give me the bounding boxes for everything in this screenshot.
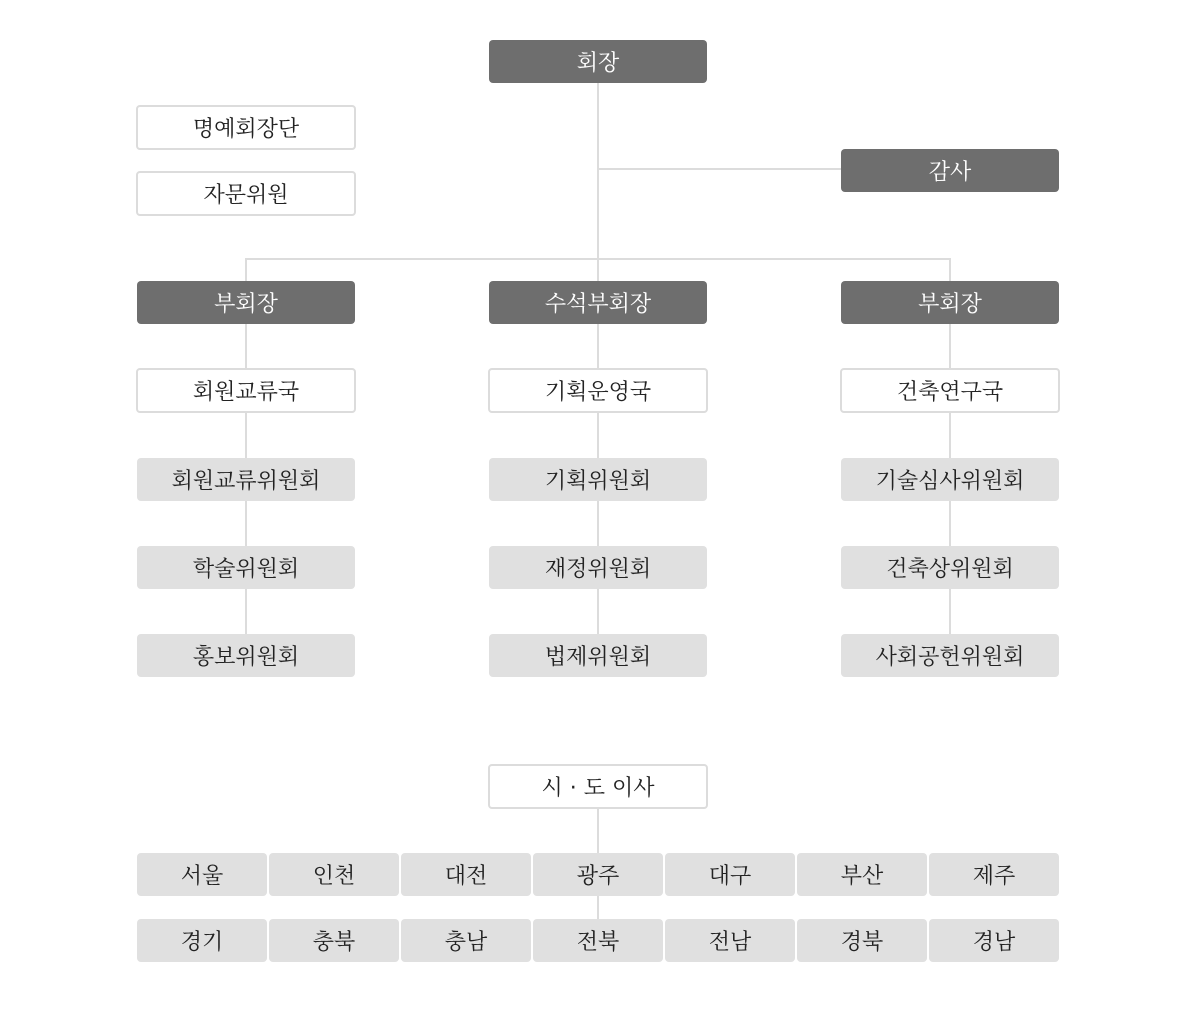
committee-box: 재정위원회 (489, 546, 707, 589)
region-box: 경북 (797, 919, 927, 962)
committee-box: 기획위원회 (489, 458, 707, 501)
committee-box: 회원교류위원회 (137, 458, 355, 501)
committee-box: 기술심사위원회 (841, 458, 1059, 501)
region-box: 경기 (137, 919, 267, 962)
region-box: 대전 (401, 853, 531, 896)
committee-box: 학술위원회 (137, 546, 355, 589)
region-box: 충북 (269, 919, 399, 962)
member-exchange-bureau-box: 회원교류국 (136, 368, 356, 413)
connector-auditor (598, 168, 842, 170)
region-box: 인천 (269, 853, 399, 896)
committee-box: 홍보위원회 (137, 634, 355, 677)
advisory-members-box: 자문위원 (136, 171, 356, 216)
connector-main-vertical (597, 80, 599, 260)
region-box: 전북 (533, 919, 663, 962)
committee-box: 사회공헌위원회 (841, 634, 1059, 677)
auditor-box: 감사 (841, 149, 1059, 192)
vice-president-left-box: 부회장 (137, 281, 355, 324)
region-box: 전남 (665, 919, 795, 962)
president-box: 회장 (489, 40, 707, 83)
regional-directors-box: 시 · 도 이사 (488, 764, 708, 809)
region-box: 경남 (929, 919, 1059, 962)
region-box: 광주 (533, 853, 663, 896)
architecture-research-bureau-box: 건축연구국 (840, 368, 1060, 413)
vice-president-right-box: 부회장 (841, 281, 1059, 324)
committee-box: 법제위원회 (489, 634, 707, 677)
honorary-chairmen-box: 명예회장단 (136, 105, 356, 150)
region-box: 제주 (929, 853, 1059, 896)
senior-vice-president-box: 수석부회장 (489, 281, 707, 324)
region-box: 부산 (797, 853, 927, 896)
region-box: 서울 (137, 853, 267, 896)
planning-operations-bureau-box: 기획운영국 (488, 368, 708, 413)
region-box: 충남 (401, 919, 531, 962)
committee-box: 건축상위원회 (841, 546, 1059, 589)
region-box: 대구 (665, 853, 795, 896)
